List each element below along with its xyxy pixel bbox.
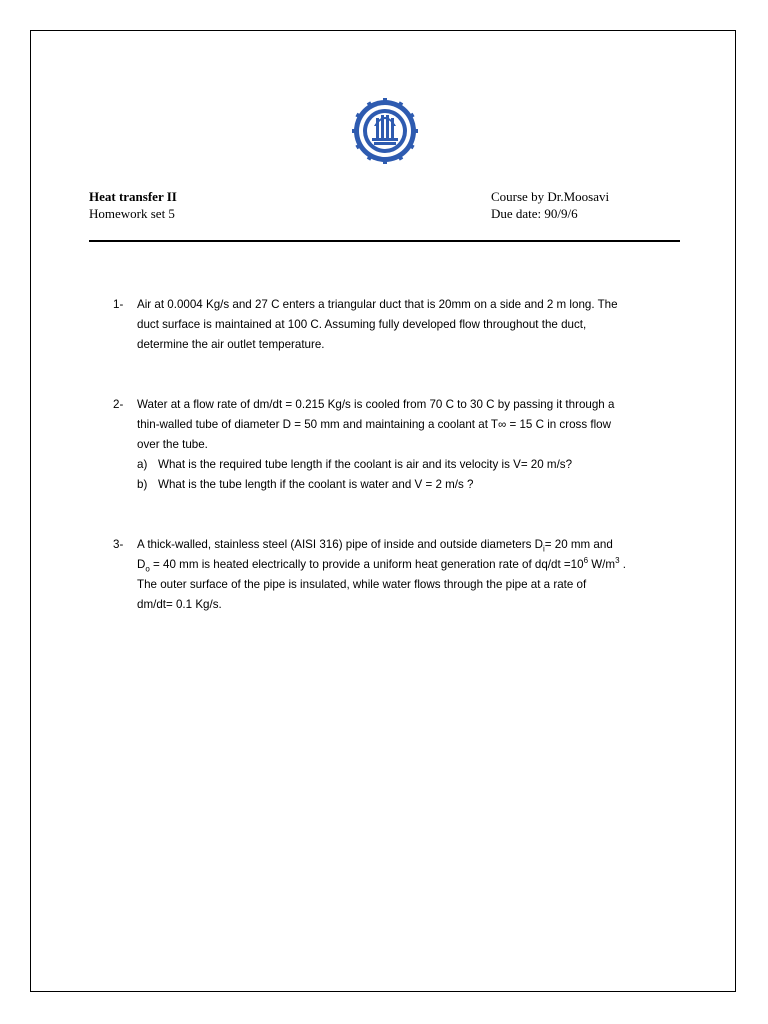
question-line: determine the air outlet temperature. bbox=[137, 338, 325, 351]
question-line: duct surface is maintained at 100 C. Assuming fully developed flow throughout the duct, bbox=[137, 318, 587, 331]
question-number: 1- bbox=[113, 298, 124, 311]
question-line: dm/dt= 0.1 Kg/s. bbox=[137, 598, 222, 611]
course-meta bbox=[491, 188, 609, 222]
course-info bbox=[89, 188, 177, 222]
question-line: over the tube. bbox=[137, 438, 208, 451]
question-number: 2- bbox=[113, 398, 124, 411]
page-frame bbox=[30, 30, 736, 992]
sub-question-a: a) What is the required tube length if the coolant is air and its velocity is V= 20 m/s? bbox=[137, 458, 573, 471]
question-line: A thick-walled, stainless steel (AISI 316) pipe of inside and outside diameters $D_i= 20$ mm and bbox=[137, 538, 613, 554]
due-date: Due date: 90/9/6 bbox=[491, 206, 578, 221]
question-line: Water at a flow rate of dm/dt = 0.215 Kg/s is cooled from 70 C to 30 C by passing it through a bbox=[137, 398, 615, 411]
course-title: Heat transfer II bbox=[89, 189, 177, 204]
question-line: The outer surface of the pipe is insulated, while water flows through the pipe at a rate of bbox=[137, 578, 587, 591]
question-line: thin-walled tube of diameter D = 50 mm and maintaining a coolant at T∞ = 15 C in cross flow bbox=[137, 418, 611, 431]
header-divider bbox=[89, 240, 680, 242]
sub-question-b: b) What is the tube length if the coolant is water and V = 2 m/s ? bbox=[137, 478, 474, 491]
university-logo bbox=[350, 96, 420, 166]
question-number: 3- bbox=[113, 538, 124, 551]
instructor: Course by Dr.Moosavi bbox=[491, 189, 610, 204]
homework-set: Homework set 5 bbox=[89, 206, 175, 221]
question-line: $D_o = 40$ mm is heated electrically to provide a uniform heat generation rate of $dq/dt =10^6$ $W/m^3$ . bbox=[137, 556, 626, 574]
question-line: Air at 0.0004 Kg/s and 27 C enters a triangular duct that is 20mm on a side and 2 m long. The bbox=[137, 298, 618, 311]
